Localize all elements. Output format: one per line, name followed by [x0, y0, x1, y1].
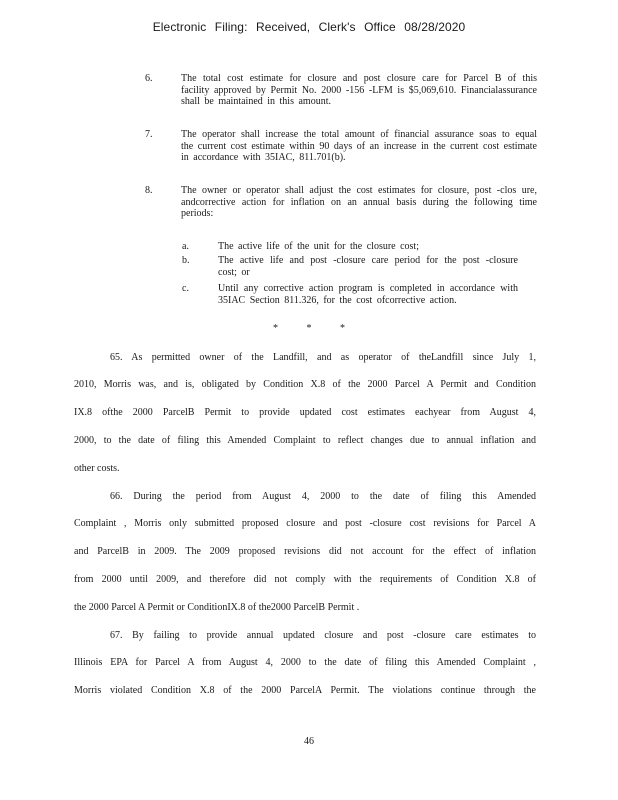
paragraph-line: Complaint , Morris only submitted proposed closure and post -closure cost revisions for Parcel A: [74, 518, 536, 529]
paragraph-line: Morris violated Condition X.8 of the 2000 ParcelA Permit. The violations continue through the: [74, 685, 536, 696]
list-item-number: 7.: [145, 129, 153, 140]
paragraph-line: 2010, Morris was, and is, obligated by Condition X.8 of the 2000 Parcel A Permit and Condition: [74, 379, 536, 390]
paragraph-line: 2000, to the date of filing this Amended Complaint to reflect changes due to annual inflation and: [74, 435, 536, 446]
paragraph-line: the 2000 Parcel A Permit or ConditionIX.8 of the2000 ParcelB Permit .: [74, 602, 360, 613]
sub-list-item-text: Until any corrective action program is completed in accordance with 35IAC Section 811.326, for the cost ofcorrective action.: [218, 283, 518, 306]
sub-list-item-text: The active life and post -closure care period for the post -closure cost; or: [218, 255, 518, 278]
page-number: 46: [304, 736, 314, 747]
paragraph-line: 65. As permitted owner of the Landfill, and as operator of theLandfill since July 1,: [110, 352, 536, 363]
paragraph-line: other costs.: [74, 463, 120, 474]
list-item-number: 8.: [145, 185, 153, 196]
sub-list-item-letter: b.: [182, 255, 190, 266]
section-separator: * * *: [273, 323, 345, 334]
sub-list-item-letter: a.: [182, 241, 189, 252]
paragraph-line: IX.8 ofthe 2000 ParcelB Permit to provide updated cost estimates eachyear from August 4,: [74, 407, 536, 418]
paragraph-line: 66. During the period from August 4, 2000 to the date of filing this Amended: [110, 491, 536, 502]
paragraph-line: from 2000 until 2009, and therefore did not comply with the requirements of Condition X.8 of: [74, 574, 536, 585]
paragraph-line: Illinois EPA for Parcel A from August 4, 2000 to the date of filing this Amended Complaint ,: [74, 657, 536, 668]
list-item-number: 6.: [145, 73, 153, 84]
paragraph-line: 67. By failing to provide annual updated closure and post -closure care estimates to: [110, 630, 536, 641]
list-item-text: The owner or operator shall adjust the cost estimates for closure, post -clos ure, andcorrective action for inflation on an annual basis during the following time periods:: [181, 185, 537, 219]
list-item-text: The operator shall increase the total amount of financial assurance soas to equal the current cost estimate within 90 days of an increase in the current cost estimate in accordance with 35IAC, 811.701(b).: [181, 129, 537, 163]
sub-list-item-text: The active life of the unit for the closure cost;: [218, 241, 419, 252]
filing-header: Electronic Filing: Received, Clerk's Office 08/28/2020: [152, 20, 466, 34]
list-item-text: The total cost estimate for closure and post closure care for Parcel B of this facility approved by Permit No. 2000 -156 -LFM is $5,069,610. Financialassurance shall be maintained in this amount.: [181, 73, 537, 107]
sub-list-item-letter: c.: [182, 283, 189, 294]
paragraph-line: and ParcelB in 2009. The 2009 proposed revisions did not account for the effect of inflation: [74, 546, 536, 557]
